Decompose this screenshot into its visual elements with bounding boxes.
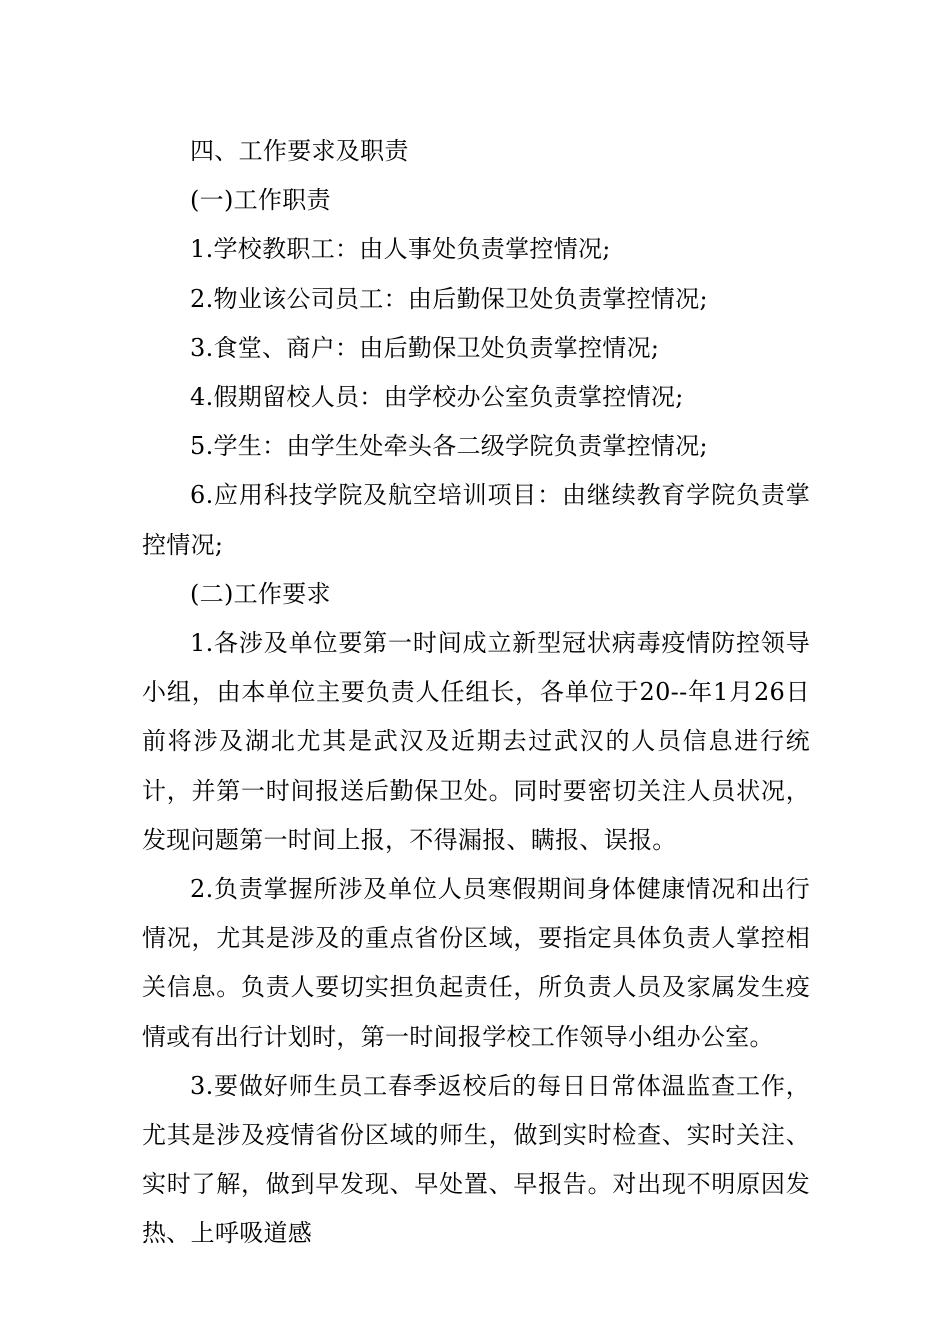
subsection-heading: (二)工作要求 bbox=[190, 579, 331, 608]
section-heading: 四、工作要求及职责 bbox=[190, 137, 409, 165]
duty-item: 5.学生：由学生处牵头各二级学院负责掌控情况; bbox=[190, 432, 708, 461]
duty-item: 3.食堂、商户：由后勤保卫处负责掌控情况; bbox=[190, 333, 660, 362]
duty-item: 4.假期留校人员：由学校办公室负责掌控情况; bbox=[190, 383, 684, 412]
duty-item: 6.应用科技学院及航空培训项目：由继续教育学院负责掌控情况; bbox=[142, 481, 810, 559]
duty-item: 2.物业该公司员工：由后勤保卫处负责掌控情况; bbox=[190, 284, 708, 313]
document-body bbox=[142, 127, 810, 1259]
requirement-paragraph: 2.负责掌握所涉及单位人员寒假期间身体健康情况和出行情况，尤其是涉及的重点省份区域，要指定具体负责人掌控相关信息。负责人要切实担负起责任，所负责人员及家属发生疫情或有出行计划时，第一时间报学校工作领导小组办公室。 bbox=[142, 875, 810, 1051]
duty-item: 1.学校教职工：由人事处负责掌控情况; bbox=[190, 235, 611, 264]
subsection-heading: (一)工作职责 bbox=[190, 186, 331, 215]
requirement-paragraph: 3.要做好师生员工春季返校后的每日日常体温监查工作，尤其是涉及疫情省份区域的师生，做到实时检查、实时关注、实时了解，做到早发现、早处置、早报告。对出现不明原因发热、上呼吸道感 bbox=[142, 1071, 810, 1248]
requirement-paragraph: 1.各涉及单位要第一时间成立新型冠状病毒疫情防控领导小组，由本单位主要负责人任组长，各单位于20--年1月26日前将涉及湖北尤其是武汉及近期去过武汉的人员信息进行统计，并第一时间报送后勤保卫处。同时要密切关注人员状况，发现问题第一时间上报，不得漏报、瞒报、误报。 bbox=[142, 629, 810, 854]
